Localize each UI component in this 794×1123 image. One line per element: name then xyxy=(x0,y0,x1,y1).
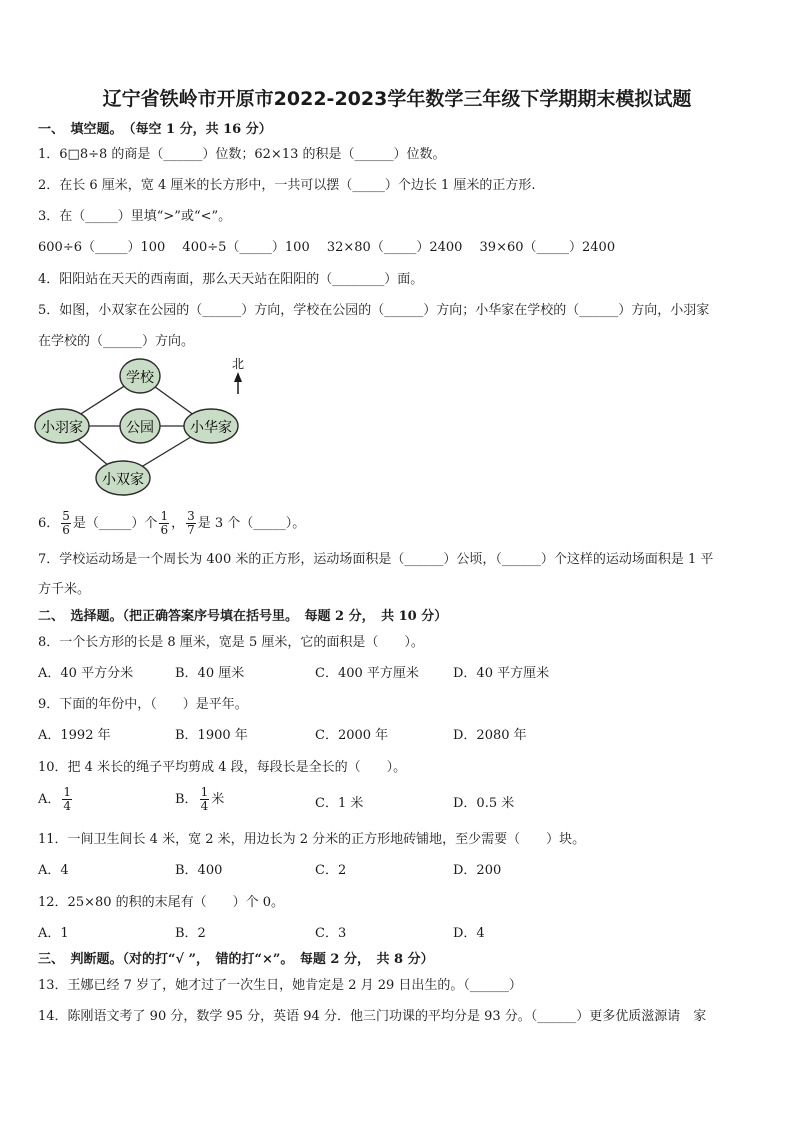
q8-option-c: C．400 平方厘米 xyxy=(315,666,419,681)
question-4: 4．阳阳站在天天的西南面，那么天天站在阳阳的（________）面。 xyxy=(38,272,424,287)
north-arrow-icon xyxy=(232,357,244,394)
question-13: 13．王娜已经 7 岁了，她才过了一次生日，她肯定是 2 月 29 日出生的。（______） xyxy=(38,978,522,993)
school-node-label: 学校 xyxy=(126,370,154,386)
fraction-numerator: 1 xyxy=(160,509,169,523)
north-label: 北 xyxy=(231,357,245,371)
q10-option-d: D．0.5 米 xyxy=(453,796,515,811)
fraction-5-6 xyxy=(61,510,71,537)
fraction-numerator: 5 xyxy=(62,509,70,523)
q6-prefix: 6． xyxy=(38,516,60,531)
q9-option-a: A．1992 年 xyxy=(38,728,111,743)
q11-option-d: D．200 xyxy=(453,863,502,878)
page-title: 辽宁省铁岭市开原市2022-2023学年数学三年级下学期期末模拟试题 xyxy=(102,88,692,110)
fraction-denominator: 4 xyxy=(63,799,72,813)
question-9: 9．下面的年份中，（ ）是平年。 xyxy=(38,697,248,712)
question-7-line-2: 方千米。 xyxy=(38,582,91,597)
q12-option-d: D．4 xyxy=(453,926,485,941)
fraction-1-6 xyxy=(159,510,169,537)
q6-suffix: 是 3 个（_____）。 xyxy=(197,516,306,531)
section-2-header: 二、 选择题。（把正确答案序号填在括号里。 每题 2 分， 共 10 分） xyxy=(38,609,448,624)
question-14: 14．陈刚语文考了 90 分，数学 95 分，英语 94 分．他三门功课的平均分是 93 分。（______）更多优质滋源请 家 xyxy=(38,1009,707,1024)
section-1-header: 一、 填空题。 （每空 1 分，共 16 分） xyxy=(38,122,272,137)
question-8: 8．一个长方形的长是 8 厘米，宽是 5 厘米，它的面积是（ ）。 xyxy=(38,635,424,650)
q10-option-a-label: A． xyxy=(38,792,61,807)
q10-option-b-unit: 米 xyxy=(211,792,225,807)
question-1: 1．6□8÷8 的商是（______）位数；62×13 的积是（______）位数。 xyxy=(38,147,446,162)
section-3-header: 三、 判断题。（对的打“√ ”， 错的打“×”。 每题 2 分， 共 8 分） xyxy=(38,952,434,967)
location-map-diagram xyxy=(34,352,254,512)
map-node-xiaohua xyxy=(184,409,238,443)
fraction-denominator: 4 xyxy=(200,799,209,813)
q12-option-b: B．2 xyxy=(175,926,206,941)
map-node-school xyxy=(120,359,160,393)
question-7-line-1: 7．学校运动场是一个周长为 400 米的正方形，运动场面积是（______）公顷，（______）个这样的运动场面积是 1 平 xyxy=(38,552,714,567)
map-node-park xyxy=(120,409,160,443)
question-3-items: 600÷6（_____）100 400÷5（_____）100 32×80（_____）2400 39×60（_____）2400 xyxy=(38,240,616,255)
fraction-numerator: 3 xyxy=(187,509,195,523)
question-12: 12．25×80 的积的末尾有（ ）个 0。 xyxy=(38,895,285,910)
park-node-label: 公园 xyxy=(126,420,154,436)
q11-option-b: B．400 xyxy=(175,863,223,878)
question-3: 3．在（_____）里填“>”或“<”。 xyxy=(38,209,232,224)
question-11: 11．一间卫生间长 4 米，宽 2 米，用边长为 2 分米的正方形地砖铺地，至少需要（ ）块。 xyxy=(38,832,586,847)
fraction-denominator: 7 xyxy=(187,523,195,537)
xiaoshuang-node-label: 小双家 xyxy=(102,472,144,488)
fraction-denominator: 6 xyxy=(62,523,70,537)
fraction-numerator: 1 xyxy=(200,785,209,799)
q9-option-d: D．2080 年 xyxy=(453,728,527,743)
fraction-denominator: 6 xyxy=(160,523,169,537)
q9-option-b: B．1900 年 xyxy=(175,728,248,743)
q9-option-c: C．2000 年 xyxy=(315,728,389,743)
q12-option-a: A．1 xyxy=(38,926,69,941)
q11-option-c: C．2 xyxy=(315,863,347,878)
q6-mid-1: 是（_____）个 xyxy=(72,516,158,531)
q12-option-c: C．3 xyxy=(315,926,347,941)
xiaoyu-node-label: 小羽家 xyxy=(41,420,83,436)
q10-option-c: C．1 米 xyxy=(315,796,364,811)
q10-option-a xyxy=(38,786,74,814)
fraction-1-4 xyxy=(62,786,72,813)
xiaohua-node-label: 小华家 xyxy=(190,420,232,436)
question-2: 2．在长 6 厘米，宽 4 厘米的长方形中，一共可以摆（_____）个边长 1 厘米的正方形. xyxy=(38,178,536,193)
question-10: 10．把 4 米长的绳子平均剪成 4 段，每段长是全长的（ ）。 xyxy=(38,760,407,775)
question-5-line-2: 在学校的（______）方向。 xyxy=(38,334,195,349)
fraction-3-7 xyxy=(186,510,196,537)
q8-option-a: A．40 平方分米 xyxy=(38,666,134,681)
q10-option-b xyxy=(175,786,224,814)
q10-option-b-label: B． xyxy=(175,792,198,807)
question-5-line-1: 5．如图，小双家在公园的（______）方向，学校在公园的（______）方向；小华家在学校的（______）方向，小羽家 xyxy=(38,303,710,318)
fraction-numerator: 1 xyxy=(63,785,72,799)
question-6 xyxy=(38,510,305,538)
q6-mid-2: ， xyxy=(171,516,185,531)
q8-option-d: D．40 平方厘米 xyxy=(453,666,550,681)
q8-option-b: B．40 厘米 xyxy=(175,666,245,681)
fraction-1-4-meter xyxy=(200,786,210,813)
map-node-xiaoshuang xyxy=(96,461,150,495)
q11-option-a: A．4 xyxy=(38,863,69,878)
map-node-xiaoyu xyxy=(35,409,89,443)
